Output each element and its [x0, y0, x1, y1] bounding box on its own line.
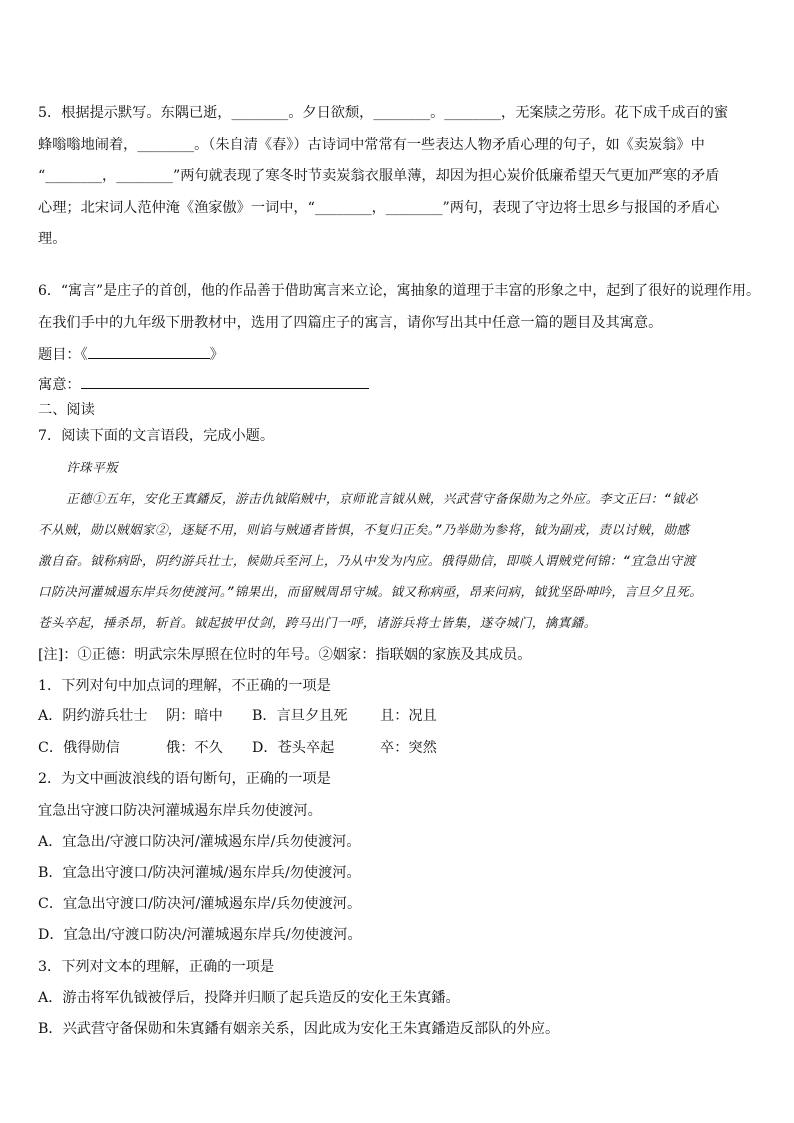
- q5-line-3: “________，________”两句就表现了寒冬时节卖炭翁衣服单薄，却因为担心炭价低廉希望天气更加严寒的矛盾: [38, 168, 720, 184]
- q7-1-option-b-answer: 且：况且: [380, 708, 437, 724]
- passage-line-1: 正德①五年，安化王寘鐇反，游击仇钺陷贼中，京师讹言钺从贼，兴武营守备保勋为之外应。李文正曰：“钺必: [66, 491, 698, 506]
- q6-title-row: [38, 344, 224, 365]
- q7-2-option-b: B．宜急出守渡口/防决河灌城/遏东岸兵/勿使渡河。: [38, 865, 361, 881]
- q5-line-5: 理。: [38, 231, 67, 247]
- q7-2-stem: 2．为文中画波浪线的语句断句，正确的一项是: [38, 771, 331, 787]
- q7-2-sentence: 宜急出守渡口防决河灌城遏东岸兵勿使渡河。: [38, 803, 322, 819]
- q7-1-option-a-answer: 阴：暗中: [166, 708, 223, 724]
- q7-1-option-b: B．言旦夕且死: [252, 708, 348, 724]
- q6-meaning-blank[interactable]: [81, 374, 369, 389]
- q6-line-2: 在我们手中的九年级下册教材中，选用了四篇庄子的寓言，请你写出其中任意一篇的题目及其寓意。: [38, 315, 663, 331]
- q7-2-option-d: D．宜急出/守渡口防决/河灌城遏东岸兵/勿使渡河。: [38, 927, 362, 943]
- q5-line-1: 5．根据提示默写。东隅已逝，________。夕日欲颓，________。________，无案牍之劳形。花下成千成百的蜜: [38, 105, 729, 121]
- q7-1-option-c: C．俄得勋信: [38, 740, 120, 756]
- q5-line-4: 心理；北宋词人范仲淹《渔家傲》一词中，“________，________”两句，表现了守边将士思乡与报国的矛盾心: [38, 200, 720, 216]
- q7-intro: 7．阅读下面的文言语段，完成小题。: [38, 428, 275, 444]
- q7-2-option-c: C．宜急出守渡口/防决河/灌城遏东岸/兵勿使渡河。: [38, 896, 362, 912]
- q7-1-option-a: A．阴约游兵壮士: [38, 708, 148, 724]
- q6-line-1: 6．“寓言”是庄子的首创，他的作品善于借助寓言来立论，寓抽象的道理于丰富的形象之中，起到了很好的说理作用。: [38, 283, 760, 299]
- q6-title-blank[interactable]: [88, 344, 210, 359]
- passage-line-4: 口防决河灌城遏东岸兵勿使渡河。”锦果出，而留贼周昂守城。钺又称病亟，昂来问病，钺犹坚卧呻吟，言旦夕且死。: [38, 584, 703, 599]
- q6-meaning-row: [38, 374, 369, 395]
- q6-title-label: 题目：《: [38, 347, 88, 363]
- q5-line-2: 蜂嗡嗡地闹着，________。（朱自清《春》）古诗词中常常有一些表达人物矛盾心理的句子，如《卖炭翁》中: [38, 137, 705, 153]
- passage-title: 许珠平叛: [66, 460, 118, 475]
- q7-1-stem: 1．下列对句中加点词的理解，不正确的一项是: [38, 678, 331, 694]
- section-heading: 二、阅读: [38, 402, 95, 418]
- q6-meaning-label: 寓意：: [38, 377, 81, 393]
- q7-1-option-c-answer: 俄：不久: [166, 740, 223, 756]
- q7-3-option-b: B．兴武营守备保勋和朱寘鐇有姻亲关系，因此成为安化王朱寘鐇造反部队的外应。: [38, 1021, 560, 1037]
- passage-line-5: 苍头卒起，捶杀昂，斩首。钺起披甲仗剑，跨马出门一呼，诸游兵将士皆集，遂夺城门，擒寘鐇。: [38, 615, 597, 630]
- passage-line-3: 激自奋。钺称病卧，阴约游兵壮士，候勋兵至河上，乃从中发为内应。俄得勋信，即啖人谓贼党何锦：“宜急出守渡: [38, 553, 696, 568]
- q6-title-close: 》: [209, 347, 224, 363]
- q7-2-option-a: A．宜急出/守渡口防决河/灌城遏东岸/兵勿使渡河。: [38, 834, 361, 850]
- q7-1-option-d-answer: 卒：突然: [380, 740, 437, 756]
- passage-note: [注]：①正德：明武宗朱厚照在位时的年号。②姻家：指联姻的家族及其成员。: [38, 647, 532, 663]
- passage-line-2: 不从贼，勋以贼姻家②，逐疑不用，则谄与贼通者皆惧，不复归正矣。”乃举勋为参将，钺为副戎，责以讨贼，勋感: [38, 522, 690, 537]
- q7-3-stem: 3．下列对文本的理解，正确的一项是: [38, 959, 275, 975]
- q7-1-option-d: D．苍头卒起: [252, 740, 335, 756]
- q7-3-option-a: A．游击将军仇钺被俘后，投降并归顺了起兵造反的安化王朱寘鐇。: [38, 990, 460, 1006]
